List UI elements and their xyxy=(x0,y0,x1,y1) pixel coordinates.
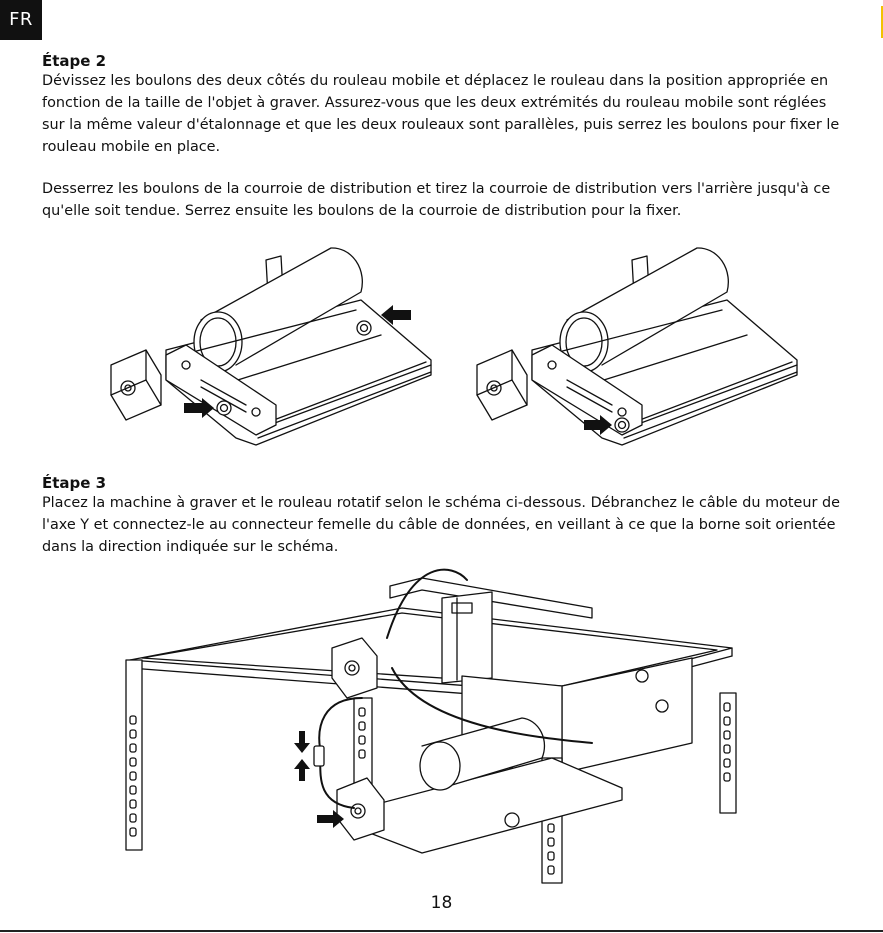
step-3-title: Étape 3 xyxy=(42,474,107,492)
stepper-motor xyxy=(477,350,527,420)
y-motor xyxy=(332,638,377,698)
cable-connector xyxy=(314,746,324,766)
engraver-rotary-setup-illustration xyxy=(122,568,752,886)
step-2-title: Étape 2 xyxy=(42,52,107,70)
roller-adjust-illustration-left xyxy=(106,240,436,455)
belt-bolt xyxy=(615,418,629,432)
stepper-motor xyxy=(111,350,161,420)
arrow-down-icon xyxy=(294,731,310,753)
step-2-paragraph-1: Dévissez les boulons des deux côtés du rouleau mobile et déplacez le rouleau dans la position appropriée en fonction de la taille de l'objet à graver. Assurez-vous que les deux extrémités du rouleau mobile sont réglées sur la même valeur d'étalonnage et que les deux rouleaux sont parallèles, puis serrez les boulons pour fixer le rouleau mobile en place. xyxy=(42,73,840,155)
left-leg xyxy=(126,660,142,850)
step-2-paragraph-2: Desserrez les boulons de la courroie de distribution et tirez la courroie de distribution vers l'arrière jusqu'à ce qu'elle soit tendue. Serrez ensuite les boulons de la courroie de distribution pour la fixer. xyxy=(42,181,831,219)
roller-adjust-illustration-right xyxy=(472,240,802,455)
language-tab: FR xyxy=(0,0,42,40)
right-leg xyxy=(720,693,736,813)
arrow-up-icon xyxy=(294,759,310,781)
page-number: 18 xyxy=(430,893,453,913)
step-3-paragraph-1: Placez la machine à graver et le rouleau rotatif selon le schéma ci-dessous. Débranchez le câble du moteur de l'axe Y et connectez-le au connecteur femelle du câble de données, en veillant à ce que la borne soit orientée dans la direction indiquée sur le schéma. xyxy=(42,495,840,555)
bottom-rule xyxy=(0,930,883,932)
